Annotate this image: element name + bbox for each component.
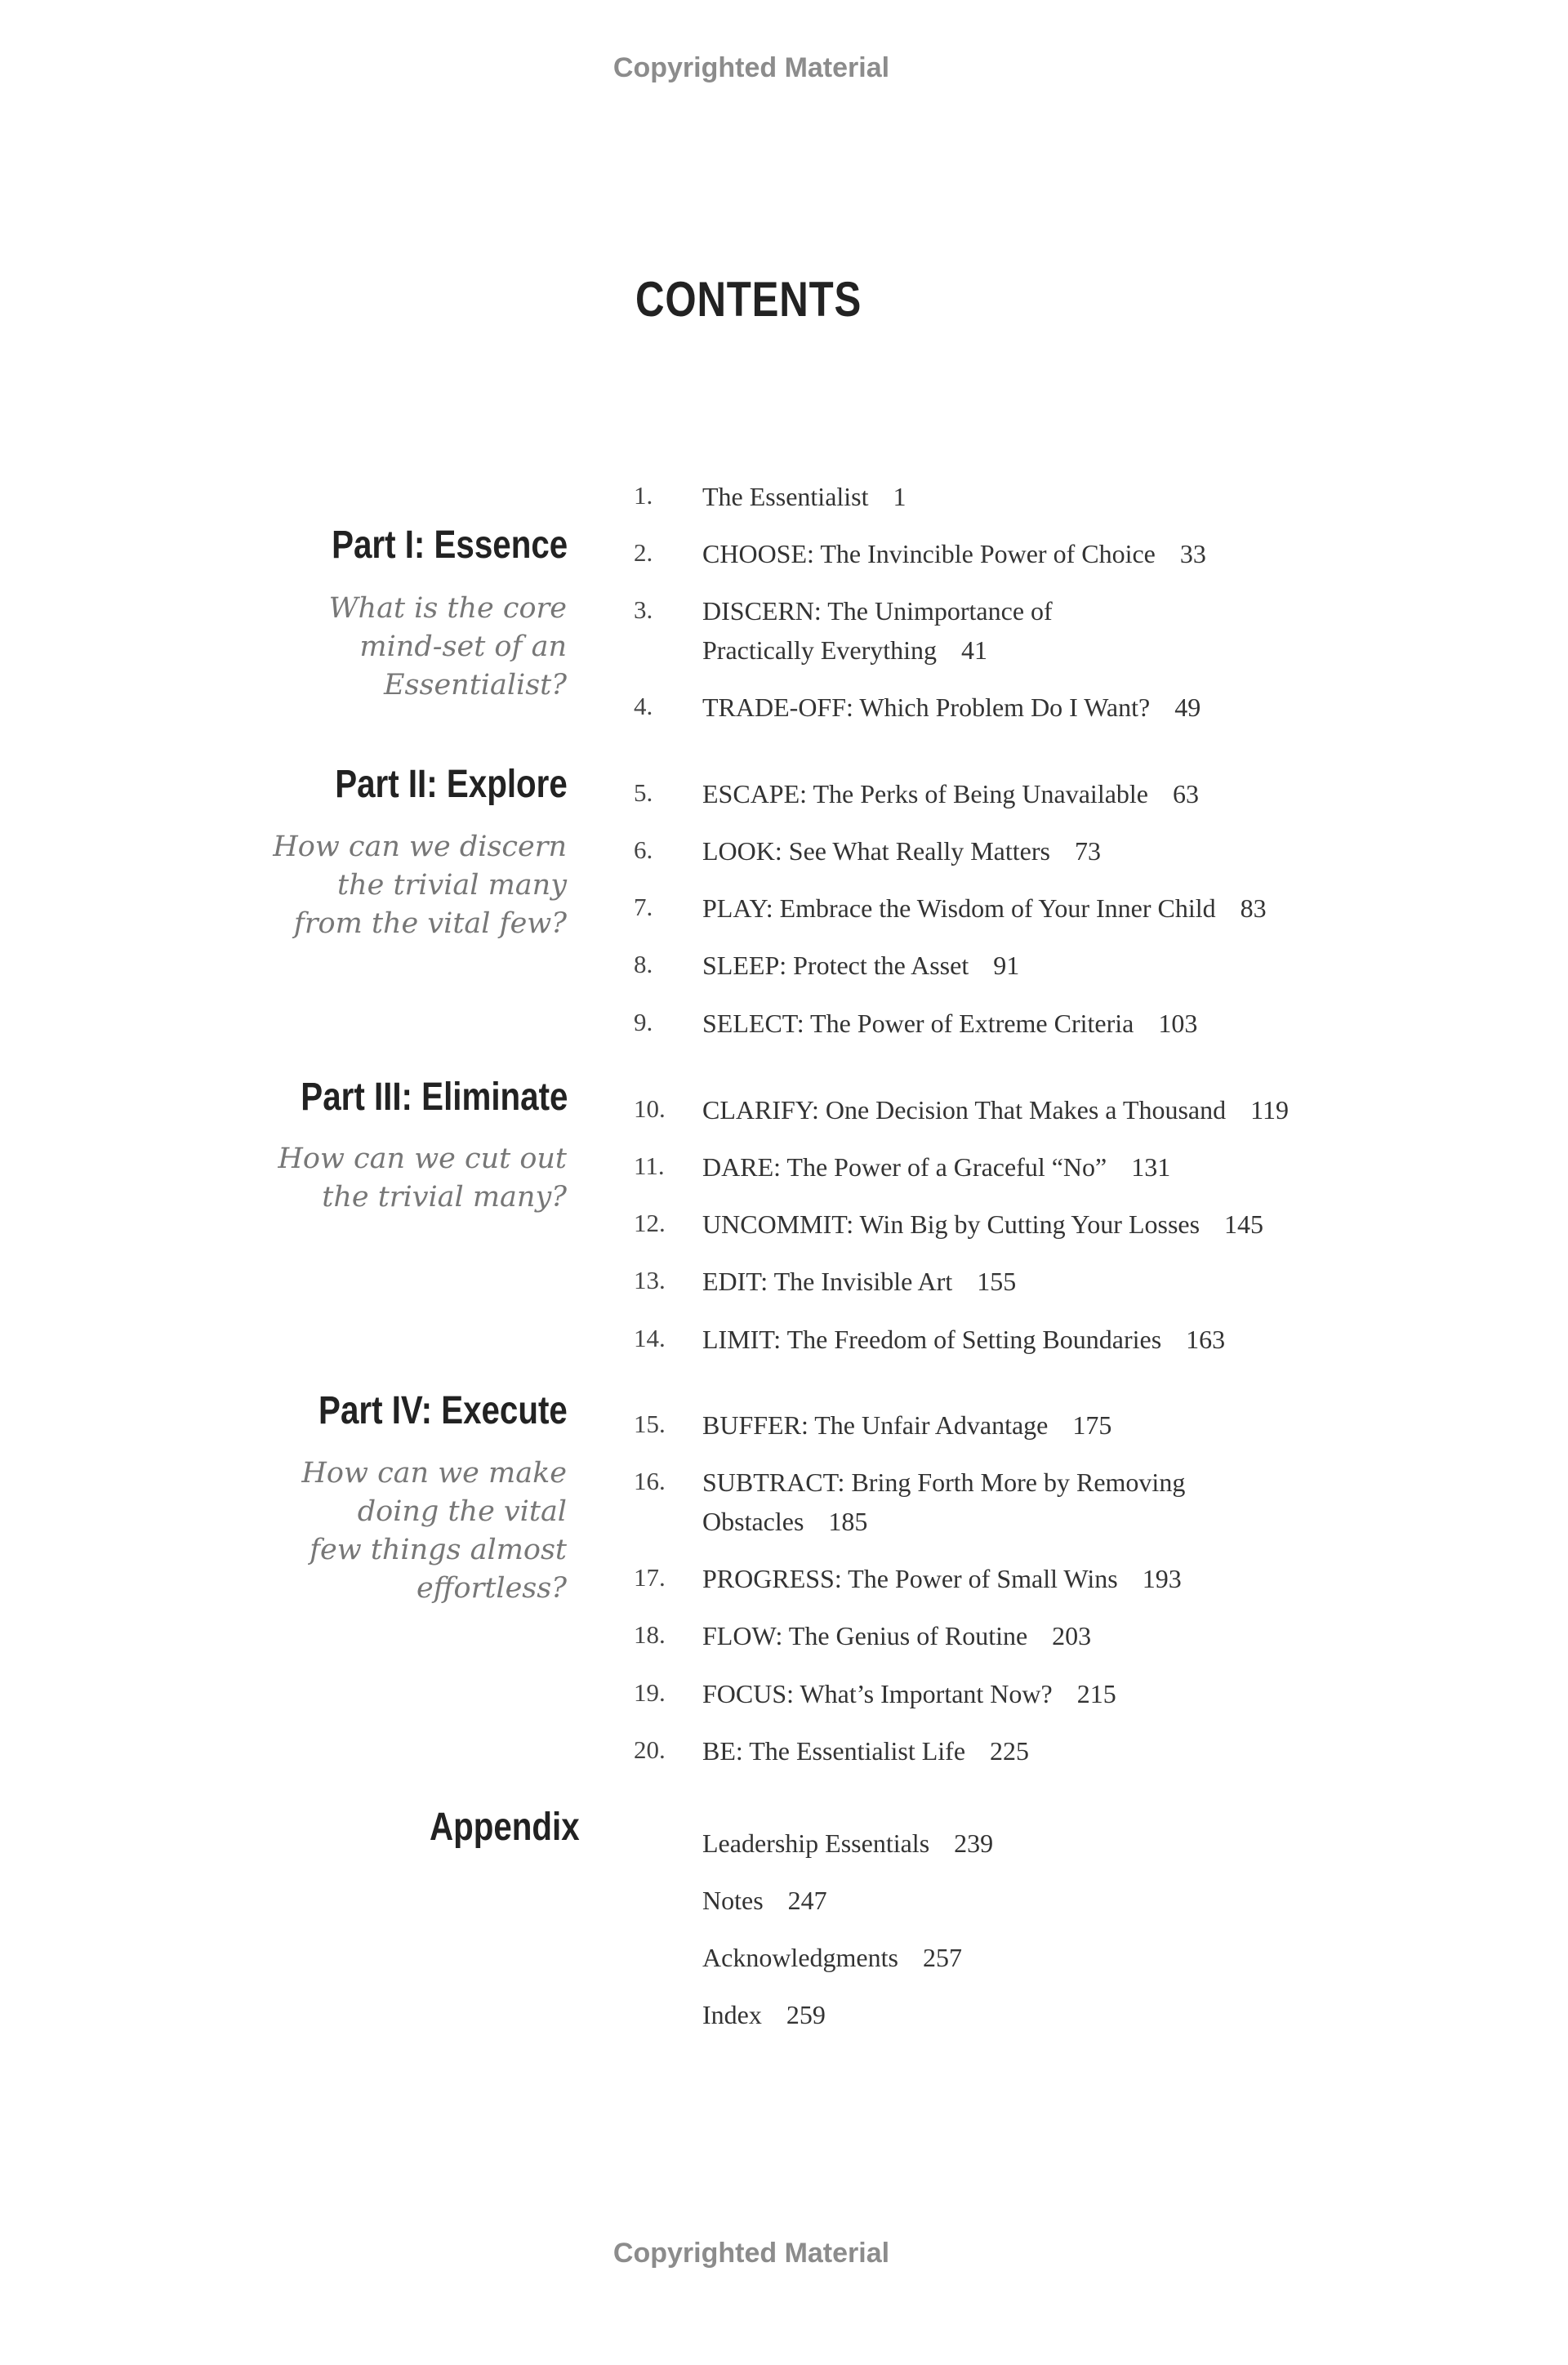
page-number: 247 xyxy=(787,1886,827,1915)
appendix-entry[interactable]: Notes 247 xyxy=(702,1886,827,1915)
toc-entry[interactable]: BE: The Essentialist Life 225 xyxy=(702,1736,1030,1766)
copyright-watermark-bottom: Copyrighted Material xyxy=(612,2238,890,2269)
page-number: 163 xyxy=(1186,1325,1226,1354)
part-question-essence: What is the core mind-set of an Essentialist? xyxy=(328,592,567,701)
toc-entry[interactable]: CHOOSE: The Invincible Power of Choice 33 xyxy=(702,539,1206,568)
chapter-number: 10. xyxy=(634,1094,666,1123)
page-number: 215 xyxy=(1076,1679,1116,1708)
page-number: 239 xyxy=(954,1828,994,1858)
chapter-number: 20. xyxy=(634,1735,666,1764)
toc-entry[interactable]: CLARIFY: One Decision That Makes a Thousand 119 xyxy=(702,1095,1289,1125)
appendix-entry[interactable]: Leadership Essentials 239 xyxy=(702,1828,994,1858)
toc-entry[interactable]: DARE: The Power of a Graceful “No” 131 xyxy=(702,1152,1171,1182)
page-number: 119 xyxy=(1250,1095,1289,1125)
toc-entry[interactable]: LOOK: See What Really Matters 73 xyxy=(702,836,1101,866)
toc-entry[interactable]: SUBTRACT: Bring Forth More by Removing Obstacles 185 xyxy=(702,1468,1186,1536)
toc-entry[interactable]: FLOW: The Genius of Routine 203 xyxy=(702,1621,1092,1650)
page-number: 103 xyxy=(1158,1009,1198,1038)
toc-entry[interactable]: TRADE-OFF: Which Problem Do I Want? 49 xyxy=(702,693,1201,722)
page-number: 83 xyxy=(1240,893,1267,923)
part-question-eliminate: How can we cut out the trivial many? xyxy=(278,1142,567,1214)
page-number: 41 xyxy=(961,635,988,665)
appendix-entry[interactable]: Acknowledgments 257 xyxy=(702,1943,962,1972)
page-number: 185 xyxy=(828,1507,868,1536)
part-title-essence: Part I: Essence xyxy=(331,523,568,567)
part-title-explore: Part II: Explore xyxy=(335,763,568,806)
chapter-number: 4. xyxy=(634,692,653,720)
page-number: 203 xyxy=(1052,1621,1092,1650)
chapter-number: 14. xyxy=(634,1324,666,1352)
chapter-number: 6. xyxy=(634,835,653,864)
chapter-number: 3. xyxy=(634,595,653,624)
chapter-number: 18. xyxy=(634,1620,666,1649)
page-number: 175 xyxy=(1072,1410,1112,1440)
toc-entry[interactable]: PLAY: Embrace the Wisdom of Your Inner Child 83 xyxy=(702,893,1267,923)
toc-entry[interactable]: DISCERN: The Unimportance of Practically Everything 41 xyxy=(702,596,1053,665)
page-number: 63 xyxy=(1173,779,1199,808)
chapter-number: 19. xyxy=(634,1678,666,1707)
page-number: 193 xyxy=(1142,1564,1182,1593)
chapter-number: 15. xyxy=(634,1410,666,1438)
appendix-entry[interactable]: Index 259 xyxy=(702,2000,826,2029)
page-number: 155 xyxy=(977,1267,1017,1296)
page-number: 73 xyxy=(1074,836,1101,866)
toc-entry[interactable]: BUFFER: The Unfair Advantage 175 xyxy=(702,1410,1112,1440)
toc-entry[interactable]: PROGRESS: The Power of Small Wins 193 xyxy=(702,1564,1182,1593)
chapter-number: 16. xyxy=(634,1467,666,1495)
toc-entry[interactable]: SLEEP: Protect the Asset 91 xyxy=(702,951,1020,980)
page-number: 1 xyxy=(893,482,906,511)
chapter-number: 17. xyxy=(634,1563,666,1592)
chapter-number: 12. xyxy=(634,1209,666,1237)
chapter-number: 13. xyxy=(634,1266,666,1294)
page-number: 259 xyxy=(786,2000,826,2029)
part-title-eliminate: Part III: Eliminate xyxy=(300,1076,568,1119)
page-number: 257 xyxy=(922,1943,962,1972)
copyright-watermark-top: Copyrighted Material xyxy=(612,52,890,83)
toc-entry[interactable]: The Essentialist 1 xyxy=(702,482,906,511)
chapter-number: 9. xyxy=(634,1008,653,1036)
chapter-number: 1. xyxy=(634,481,653,510)
page-number: 145 xyxy=(1224,1209,1264,1239)
toc-entry[interactable]: EDIT: The Invisible Art 155 xyxy=(702,1267,1017,1296)
toc-entry[interactable]: UNCOMMIT: Win Big by Cutting Your Losses 145 xyxy=(702,1209,1264,1239)
part-title-execute: Part IV: Execute xyxy=(318,1389,568,1432)
part-question-explore: How can we discern the trivial many from the vital few? xyxy=(273,831,567,940)
page-number: 33 xyxy=(1179,539,1206,568)
chapter-number: 5. xyxy=(634,778,653,807)
toc-entry[interactable]: FOCUS: What’s Important Now? 215 xyxy=(702,1679,1116,1708)
toc-entry[interactable]: SELECT: The Power of Extreme Criteria 103 xyxy=(702,1009,1198,1038)
toc-entry[interactable]: ESCAPE: The Perks of Being Unavailable 63 xyxy=(702,779,1199,808)
chapter-number: 7. xyxy=(634,893,653,921)
chapter-number: 8. xyxy=(634,950,653,978)
page-number: 131 xyxy=(1131,1152,1171,1182)
page-number: 225 xyxy=(990,1736,1030,1766)
page-number: 91 xyxy=(993,951,1020,980)
chapter-number: 11. xyxy=(634,1151,665,1180)
part-title-appendix: Appendix xyxy=(430,1806,580,1849)
chapter-number: 2. xyxy=(634,538,653,567)
page-title: CONTENTS xyxy=(635,272,862,327)
toc-entry[interactable]: LIMIT: The Freedom of Setting Boundaries 163 xyxy=(702,1325,1226,1354)
part-question-execute: How can we make doing the vital few things almost effortless? xyxy=(301,1457,567,1605)
page-number: 49 xyxy=(1174,693,1201,722)
